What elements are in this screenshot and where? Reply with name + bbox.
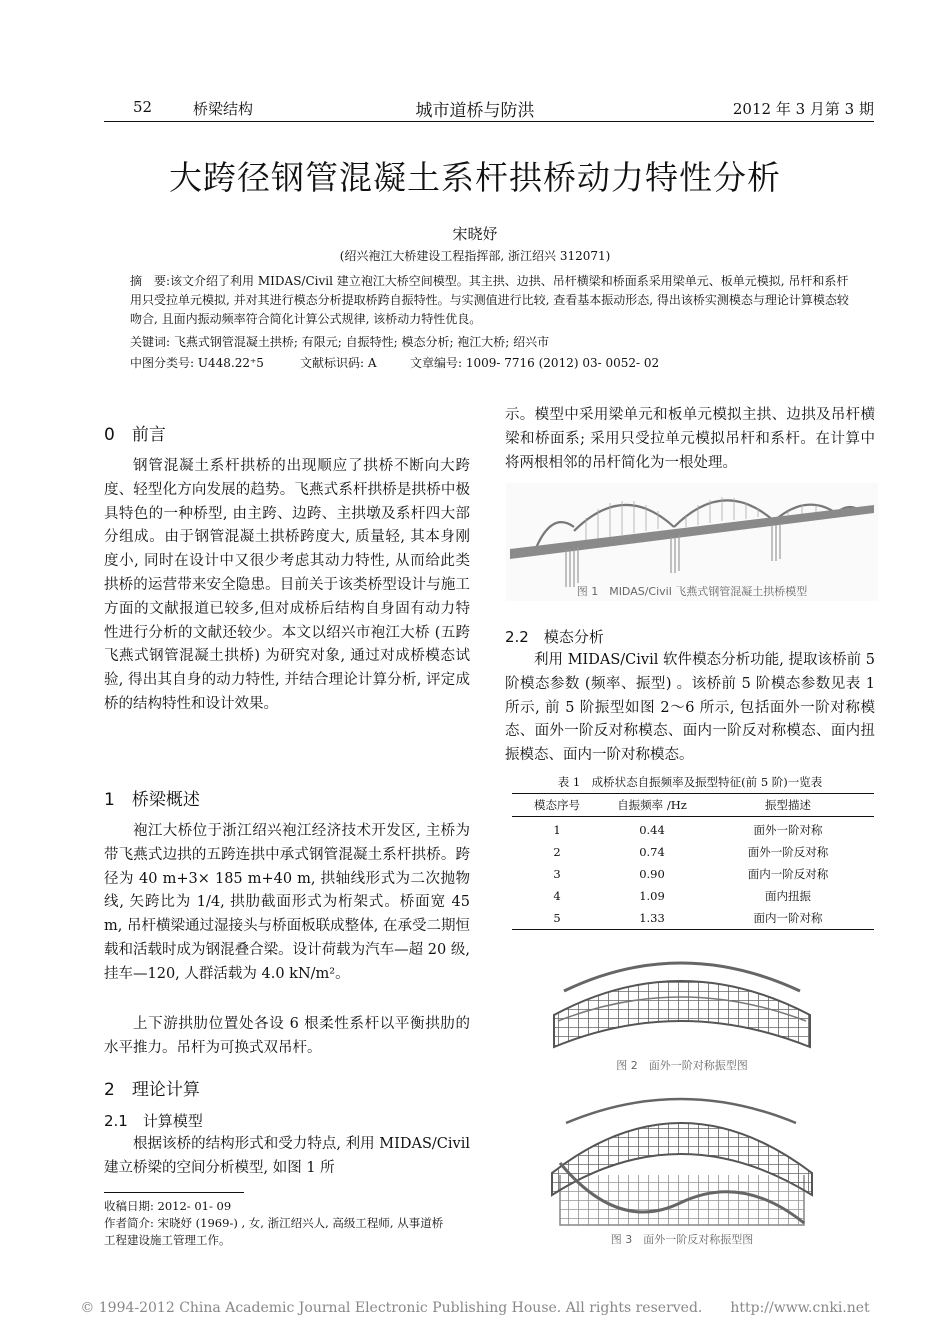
figure-2-mode-shape [548, 955, 816, 1077]
section-1-heading: 1 桥梁概述 [104, 790, 200, 810]
figure-3-mode-shape [548, 1083, 816, 1249]
table-row [512, 885, 874, 907]
table-cell: 面外一阶反对称 [747, 845, 829, 859]
section-2-2-heading: 2.2 模态分析 [505, 628, 604, 646]
document-code: 文献标识码: A [300, 356, 377, 370]
section-2-1-paragraph: 根据该桥的结构形式和受力特点, 利用 MIDAS/Civil 建立桥梁的空间分析模型, 如图 1 所 [104, 1136, 470, 1176]
paper-title: 大跨径钢管混凝土系杆拱桥动力特性分析 [169, 158, 781, 197]
abstract-label: 摘 要 [130, 274, 167, 288]
copyright-footer: © 1994-2012 China Academic Journal Electronic Publishing House. All rights reserved. http://www.cnki.net [80, 1300, 870, 1316]
table-cell: 面外一阶对称 [753, 823, 823, 837]
table-row [512, 863, 874, 885]
table-header-cell: 自振频率 /Hz [602, 794, 702, 817]
column-name: 桥梁结构 [193, 100, 254, 118]
table-cell: 0.74 [639, 845, 665, 859]
table-cell: 1.33 [639, 911, 665, 925]
issue-info: 2012 年 3 月第 3 期 [732, 100, 874, 118]
table-1 [512, 793, 874, 930]
figure-1-bridge-model [506, 483, 878, 601]
figure-3-caption: 图 3 面外一阶反对称振型图 [610, 1233, 754, 1246]
table-cell: 0.90 [639, 867, 665, 881]
abstract-text: :该文介绍了利用 MIDAS/Civil 建立袍江大桥空间模型。其主拱、边拱、吊杆横梁和桥面系采用梁单元、板单元模拟, 吊杆和系杆用只受拉单元模拟, 并对其进行模态分析提取桥跨自振特性。与实测值进行比较, 查看基本振动形态, 得出该桥实测模态与理论计算模态较吻合, 且面内振动频率符合简化计算公式规律, 该桥动力特性优良。 [130, 274, 849, 326]
section-0-paragraph: 钢管混凝土系杆拱桥的出现顺应了拱桥不断向大跨度、轻型化方向发展的趋势。飞燕式系杆拱桥是拱桥中极具特色的一种桥型, 由主跨、边跨、主拱墩及系杆四大部分组成。由于钢管混凝土拱桥跨度大, 质量轻, 其本身刚度小, 同时在设计中又很少考虑其动力特性, 从而给此类拱桥的运营带来安全隐患。目前关于该类桥型设计与施工方面的文献报道已较多,但对成桥后结构自身固有动力特性进行分析的文献还较少。本文以绍兴市袍江大桥 (五跨飞燕式钢管混凝土拱桥) 为研究对象, 通过对成桥模态试验, 得出其自身的动力特性, 并结合理论计算分析, 评定成桥的结构特性和设计效果。 [104, 458, 470, 712]
keywords-text: : 飞燕式钢管混凝土拱桥; 有限元; 自振特性; 模态分析; 袍江大桥; 绍兴市 [166, 335, 550, 349]
page-number: 52 [133, 98, 153, 116]
table-cell: 面内扭振 [765, 889, 811, 903]
header-rule [104, 121, 874, 122]
footnote-author: 作者简介: 宋晓妤 (1969-) , 女, 浙江绍兴人, 高级工程师, 从事道桥工程建设施工管理工作。 [104, 1216, 444, 1247]
footnote-received: 收稿日期: 2012- 01- 09 [104, 1199, 232, 1213]
table-cell: 面内一阶反对称 [747, 867, 829, 881]
footnote-rule [104, 1192, 244, 1193]
table-header-row [512, 794, 874, 817]
table-cell: 2 [553, 845, 561, 859]
keywords [130, 333, 549, 350]
table-1-caption: 表 1 成桥状态自振频率及振型特征(前 5 阶)一览表 [557, 775, 823, 789]
table-row [512, 907, 874, 930]
section-1-paragraph-2: 上下游拱肋位置处各设 6 根柔性系杆以平衡拱肋的水平推力。吊杆为可换式双吊杆。 [104, 1016, 470, 1056]
keywords-label: 关键词 [130, 335, 167, 349]
figure-2-caption: 图 2 面外一阶对称振型图 [616, 1059, 748, 1072]
journal-name: 城市道桥与防洪 [415, 101, 535, 121]
table-header-cell: 振型描述 [702, 794, 874, 817]
section-1-paragraph-1: 袍江大桥位于浙江绍兴袍江经济技术开发区, 主桥为带飞燕式边拱的五跨连拱中承式钢管混凝土系杆拱桥。跨径为 40 m+3× 185 m+40 m, 拱轴线形式为二次抛物线, 矢跨比为 1/4, 拱肋截面形式为桁架式。桥面宽 45 m, 吊杆横梁通过湿接头与桥面板联成整体, 在承受二期恒载和活载时成为钢混叠合梁。设计荷载为汽车—超 20 级, 挂车—120, 人群活载为 4.0 kN/m²。 [104, 823, 470, 982]
section-2-1-continuation: 示。模型中采用梁单元和板单元模拟主拱、边拱及吊杆横梁和桥面系; 采用只受拉单元模拟吊杆和系杆。在计算中将两根相邻的吊杆简化为一根处理。 [505, 407, 875, 471]
table-cell: 1.09 [639, 889, 665, 903]
section-2-2-paragraph: 利用 MIDAS/Civil 软件模态分析功能, 提取该桥前 5 阶模态参数 (频率、振型) 。该桥前 5 阶模态参数见表 1 所示, 前 5 阶振型如图 2～6 所示, 包括面外一阶对称模态、面外一阶反对称模态、面内一阶反对称模态、面内扭振模态、面内一阶对称模态。 [505, 652, 875, 764]
table-row [512, 817, 874, 842]
abstract [130, 272, 852, 329]
section-2-1-heading: 2.1 计算模型 [104, 1112, 203, 1130]
author-name: 宋晓妤 [452, 225, 498, 243]
affiliation: (绍兴袍江大桥建设工程指挥部, 浙江绍兴 312071) [339, 249, 611, 263]
figure-1-caption: 图 1 MIDAS/Civil 飞燕式钢管混凝土拱桥模型 [576, 585, 808, 598]
table-cell: 0.44 [639, 823, 665, 837]
table-cell: 3 [553, 867, 561, 881]
table-cell: 1 [553, 823, 561, 837]
table-row [512, 841, 874, 863]
table-cell: 面内一阶对称 [753, 911, 823, 925]
table-header-cell: 模态序号 [512, 794, 602, 817]
table-cell: 4 [553, 889, 561, 903]
section-2-heading: 2 理论计算 [104, 1080, 200, 1100]
section-0-heading: 0 前言 [104, 425, 166, 445]
article-number: 文章编号: 1009- 7716 (2012) 03- 0052- 02 [410, 356, 660, 370]
table-cell: 5 [553, 911, 561, 925]
clc-number: 中图分类号: U448.22⁺5 [130, 356, 264, 370]
